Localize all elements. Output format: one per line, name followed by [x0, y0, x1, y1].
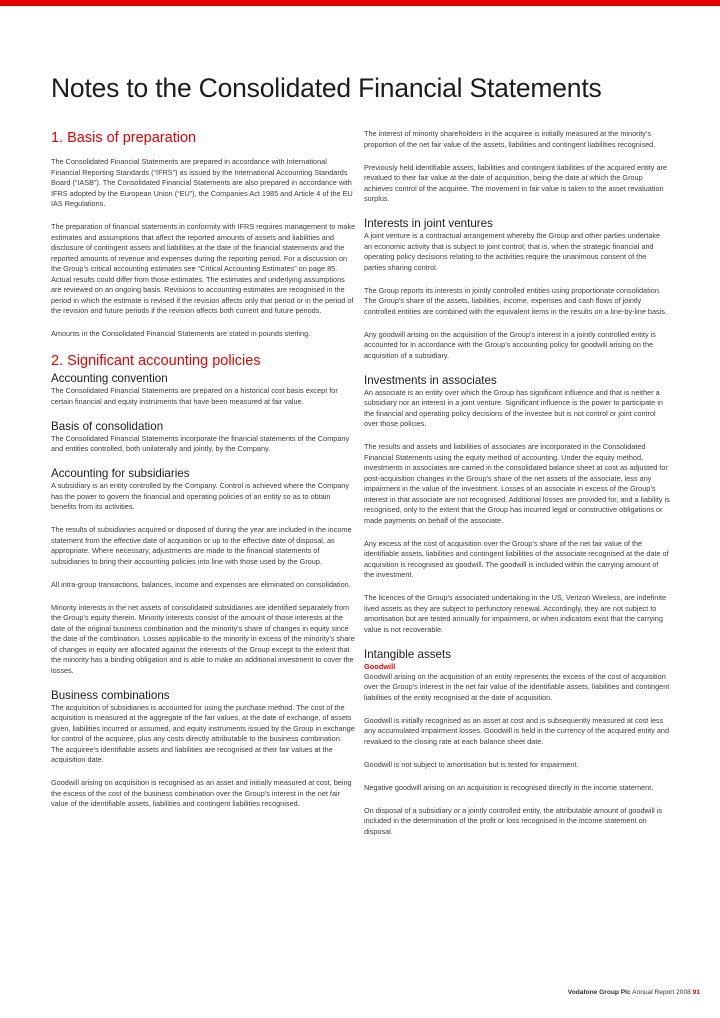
- paragraph: On disposal of a subsidiary or a jointly controlled entity, the attributable amount of goodwill is included in the determination of the profit or loss recognised in the income statement on disposal.: [364, 805, 662, 836]
- paragraph: The results and assets and liabilities of associates are incorporated in the Consolidated Financial Statements using the equity method of accounting. Under the equity method, investments in associates are carried in the consolidated balance sheet at cost as adjusted for post-acquisition changes in the Group’s share of the net assets of the associate, less any impairment in the value of the investment. Losses of an associate in excess of the Group’s interest in that associate are not recognised. Additional losses are provided for, and a liability is recognised, only to the extent that the Group has incurred legal or constructive obligations or made payments on behalf of the associate.: [364, 442, 670, 525]
- paragraph: Goodwill arising on acquisition is recognised as an asset and initially measured at cost, being the excess of the cost of the business combination over the Group’s interest in the net fair value of the identifiable assets, liabilities and contingent liabilities recognised.: [51, 778, 352, 808]
- paragraph: The acquisition of subsidiaries is accounted for using the purchase method. The cost of the acquisition is measured at the aggregate of the fair values, at the date of exchange, of assets given, liabilities incurred or assumed, and equity instruments issued by the Group in exchange for control of the acquiree, plus any costs directly attributable to the business combination. The acquiree’s identifiable assets and liabilities are recognised at their fair values at the acquisition date.: [51, 702, 355, 764]
- paragraph: Previously held identifiable assets, liabilities and contingent liabilities of the acquired entity are revalued to their fair value at the date of acquisition, being the date at which the Group achieves control of the acquiree. The movement in fair value is taken to the asset revaluation surplus.: [364, 162, 667, 203]
- subheading-basis-of-consolidation: Basis of consolidation: [51, 419, 164, 433]
- paragraph: All intra-group transactions, balances, income and expenses are eliminated on consolidation.: [51, 579, 351, 589]
- paragraph: Any excess of the cost of acquisition over the Group’s share of the net fair value of the identifiable assets, liabilities and contingent liabilities of the associate recognised at the date of acquisition is recognised as goodwill. The goodwill is included within the carrying amount of the investment.: [364, 538, 669, 579]
- paragraph: The licences of the Group’s associated undertaking in the US, Verizon Wireless, are indefinite lived assets as they are subject to perfunctory renewal. Accordingly, they are not subject to amortisation but are tested annually for impairment, or when indicators exist that the carrying value is not recoverable.: [364, 593, 667, 634]
- paragraph: Any goodwill arising on the acquisition of the Group’s interest in a jointly controlled entity is accounted for in accordance with the Group’s accounting policy for goodwill arising on the acquisition of a subsidiary.: [364, 329, 656, 360]
- left-column: [51, 129, 356, 822]
- paragraph: The Consolidated Financial Statements are prepared on a historical cost basis except for certain financial and equity instruments that have been measured at fair value.: [51, 386, 338, 406]
- paragraph: The preparation of financial statements in conformity with IFRS requires management to make estimates and assumptions that affect the reported amounts of assets and liabilities and disclosure of contingent assets and liabilities at the date of the financial statements and the reported amounts of revenue and expenses during the reporting period. For a discussion on the Group’s critical accounting estimates see “Critical Accounting Estimates” on page 85. Actual results could differ from those estimates. The estimates and underlying assumptions are reviewed on an ongoing basis. Revisions to accounting estimates are recognised in the period in which the estimate is revised if the revision affects only that period or in the period of the revision and future periods if the revision affects both current and future periods.: [51, 222, 356, 315]
- paragraph: Goodwill is initially recognised as an asset at cost and is subsequently measured at cost less any accumulated impairment losses. Goodwill is held in the currency of the acquired entity and revalued to the closing rate at each balance sheet date.: [364, 715, 670, 746]
- section-heading-basis-of-preparation: 1. Basis of preparation: [51, 130, 197, 146]
- paragraph: The results of subsidiaries acquired or disposed of during the year are included in the income statement from the effective date of acquisition or up to the effective date of disposal, as appropriate. Where necessary, adjustments are made to the financial statements of subsidiaries to bring their accounting policies into line with those used by the Group.: [51, 525, 352, 566]
- subheading-intangible-assets: Intangible assets: [364, 647, 452, 661]
- paragraph: The Consolidated Financial Statements incorporate the financial statements of the Company and entities controlled, both unilaterally and jointly, by the Company.: [51, 433, 350, 453]
- page-number: 91: [692, 989, 700, 996]
- paragraph: Minority interests in the net assets of consolidated subsidiaries are identified separately from the Group’s equity therein. Minority interests consist of the amount of those interests at the date of the original business combination and the minority’s share of changes in equity since the date of the combination. Losses applicable to the minority in excess of the minority’s share of changes in equity are allocated against the interests of the Group except to the extent that the minority has a binding obligation and is able to make an additional investment to cover the losses.: [51, 602, 355, 675]
- subheading-accounting-for-subsidiaries: Accounting for subsidiaries: [51, 467, 190, 480]
- footer-brand: Vodafone Group Plc: [567, 989, 631, 996]
- paragraph: Amounts in the Consolidated Financial Statements are stated in pounds sterling.: [51, 329, 311, 338]
- subheading-investments-in-associates: Investments in associates: [364, 373, 497, 387]
- paragraph: Goodwill arising on the acquisition of an entity represents the excess of the cost of acquisition over the Group’s interest in the net fair value of the identifiable assets, liabilities and contingent liabilities of the entity recognised at the date of acquisition.: [364, 671, 670, 702]
- subheading-business-combinations: Business combinations: [51, 688, 170, 702]
- subheading-goodwill: Goodwill: [364, 661, 396, 671]
- paragraph: The Consolidated Financial Statements are prepared in accordance with International Financial Reporting Standards (“IFRS”) as issued by the International Accounting Standards Board (“IASB”). The Consolidated Financial Statements are also prepared in accordance with IFRS adopted by the European Union (“EU”), the Companies Act 1985 and Article 4 of the EU IAS Regulations.: [51, 157, 353, 208]
- footer-report-title: Annual Report 2008: [630, 989, 693, 996]
- paragraph: The Group reports its interests in jointly controlled entities using proportionate consolidation. The Group’s share of the assets, liabilities, income, expenses and cash flows of jointly controlled entities are combined with the equivalent items in the results on a line-by-line basis.: [364, 285, 667, 316]
- right-column: [364, 129, 670, 850]
- section-heading-significant-accounting-policies: 2. Significant accounting policies: [51, 353, 261, 369]
- paragraph: Negative goodwill arising on an acquisition is recognised directly in the income statement.: [364, 782, 654, 792]
- page-title: Notes to the Consolidated Financial Statements: [51, 73, 602, 103]
- paragraph: A subsidiary is an entity controlled by the Company. Control is achieved where the Company has the power to govern the financial and operating policies of an entity so as to obtain benefits from its activities.: [51, 481, 349, 511]
- paragraph: Goodwill is not subject to amortisation but is tested for impairment.: [364, 759, 579, 769]
- page-footer: [568, 988, 700, 997]
- subheading-accounting-convention: Accounting convention: [51, 372, 168, 385]
- subheading-interests-in-joint-ventures: Interests in joint ventures: [364, 217, 493, 230]
- paragraph: A joint venture is a contractual arrangement whereby the Group and other parties undertake an economic activity that is subject to joint control; that is, when the strategic financial and operating policy decisions relating to the activities require the unanimous consent of the parties sharing control.: [364, 231, 661, 272]
- top-accent-bar: [0, 0, 720, 6]
- paragraph: The interest of minority shareholders in the acquiree is initially measured at the minority’s proportion of the net fair value of the assets, liabilities and contingent liabilities recognised.: [364, 129, 656, 149]
- paragraph: An associate is an entity over which the Group has significant influence and that is neither a subsidiary nor an interest in a joint venture. Significant influence is the power to participate in the financial and operating policy decisions of the investee but is not control or joint control over those policies.: [364, 387, 663, 428]
